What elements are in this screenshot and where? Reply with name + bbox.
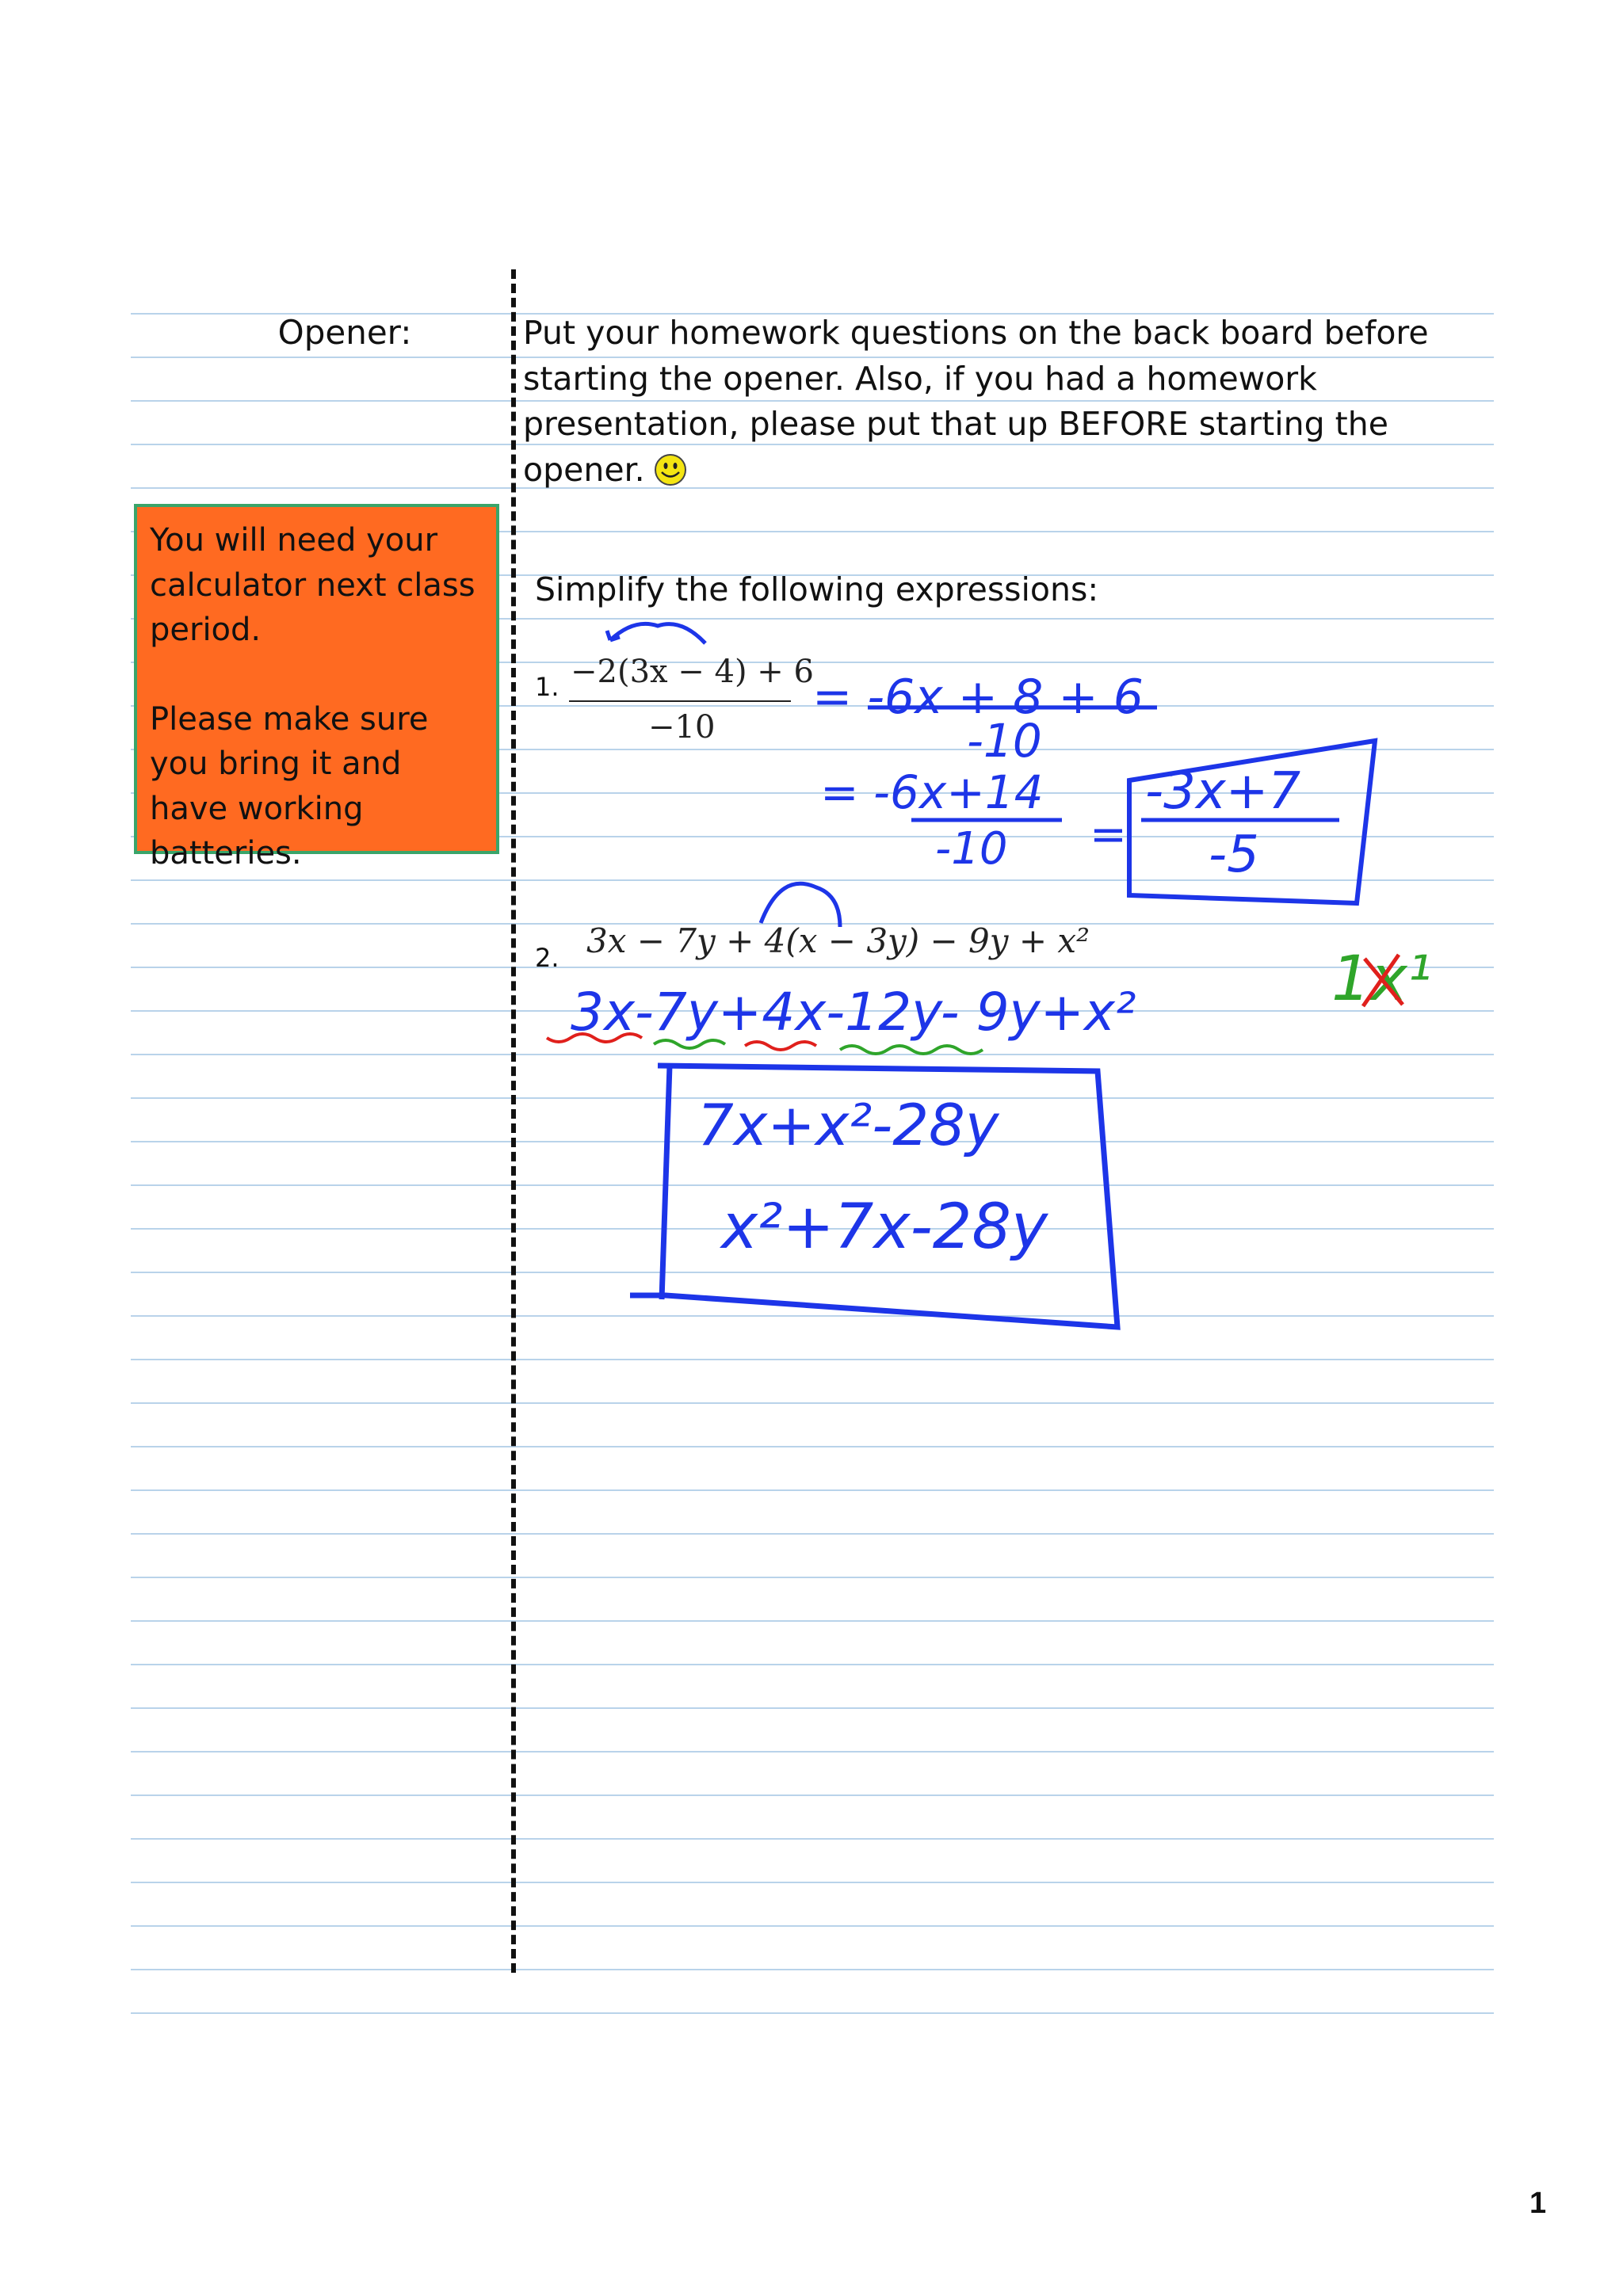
p1-equals: = (1090, 809, 1127, 860)
reminder-line-1: You will need your calculator next class period. (150, 522, 475, 648)
opener-label: Opener: (277, 313, 412, 352)
page-number: 1 (1529, 2187, 1547, 2220)
ruled-line (131, 1925, 1494, 1927)
simplify-prompt: Simplify the following expressions: (535, 570, 1099, 608)
ruled-line (131, 1446, 1494, 1447)
smiley-icon (653, 452, 688, 487)
ruled-line (131, 1184, 1494, 1186)
p1-step1-numerator: = -6x + 8 + 6 (812, 669, 1144, 725)
ruled-line (131, 1882, 1494, 1883)
p2-answer-line-2: x²+7x-28y (721, 1192, 1048, 1263)
ruled-line (131, 1141, 1494, 1142)
ruled-line (131, 879, 1494, 881)
problem-1-numerator: −2(3x − 4) + 6 (571, 654, 814, 690)
ruled-line (131, 1097, 1494, 1099)
p2-answer-box (630, 1066, 1117, 1327)
problem-2-expression: 3x − 7y + 4(x − 3y) − 9y + x² (586, 921, 1090, 960)
ruled-line (131, 2012, 1494, 2014)
p2-answer-line-1: 7x+x²-28y (697, 1092, 999, 1158)
ruled-line (131, 1272, 1494, 1273)
reminder-line-2: Please make sure you bring it and have working batteries. (150, 700, 429, 871)
ruled-line (131, 1620, 1494, 1622)
p2-side-note: 1x¹ (1331, 944, 1433, 1015)
like-terms-underline-red-1 (547, 1034, 642, 1042)
like-terms-underline-red-2 (745, 1042, 816, 1050)
p1-answer-numerator: -3x+7 (1145, 762, 1301, 821)
like-terms-underline-green-1 (654, 1040, 725, 1048)
problem-2-number: 2. (535, 943, 559, 973)
ruled-line (131, 1359, 1494, 1360)
ruled-line (131, 1402, 1494, 1404)
ruled-line (131, 1010, 1494, 1012)
p1-answer-denominator: -5 (1209, 826, 1259, 884)
ruled-line (131, 1533, 1494, 1535)
problem-1-number: 1. (535, 672, 559, 702)
instructions-text: Put your homework questions on the back board before starting the opener. Also, if you had a homework presentation, please put that up BEFORE starting the opener. (523, 314, 1429, 489)
ruled-line (131, 1794, 1494, 1796)
ruled-line (131, 1838, 1494, 1840)
like-terms-underline-green-2 (840, 1046, 983, 1054)
ruled-line (131, 1489, 1494, 1491)
ruled-line (131, 1315, 1494, 1317)
ruled-line (131, 1707, 1494, 1709)
p1-step1-denominator: -10 (967, 714, 1042, 768)
ruled-line (131, 1969, 1494, 1970)
p2-expanded: 3x-7y+4x-12y- 9y+x² (571, 982, 1136, 1043)
ruled-line (131, 1577, 1494, 1578)
distribution-arc-1 (610, 624, 705, 643)
ruled-line (131, 1751, 1494, 1753)
p1-step2-denominator: -10 (935, 823, 1008, 875)
distribution-arc-2 (761, 883, 840, 927)
ruled-line (131, 1054, 1494, 1055)
margin-divider (511, 269, 516, 1973)
problem-1-fraction-bar (569, 700, 791, 702)
p1-step2-numerator: = -6x+14 (820, 765, 1044, 819)
ruled-line (131, 1228, 1494, 1230)
ruled-line (131, 967, 1494, 968)
calculator-reminder-box (134, 504, 499, 871)
problem-1-denominator: −10 (648, 709, 716, 746)
ruled-line (131, 1664, 1494, 1665)
side-note-cross-out (1363, 955, 1403, 1006)
opener-instructions (523, 311, 1474, 493)
